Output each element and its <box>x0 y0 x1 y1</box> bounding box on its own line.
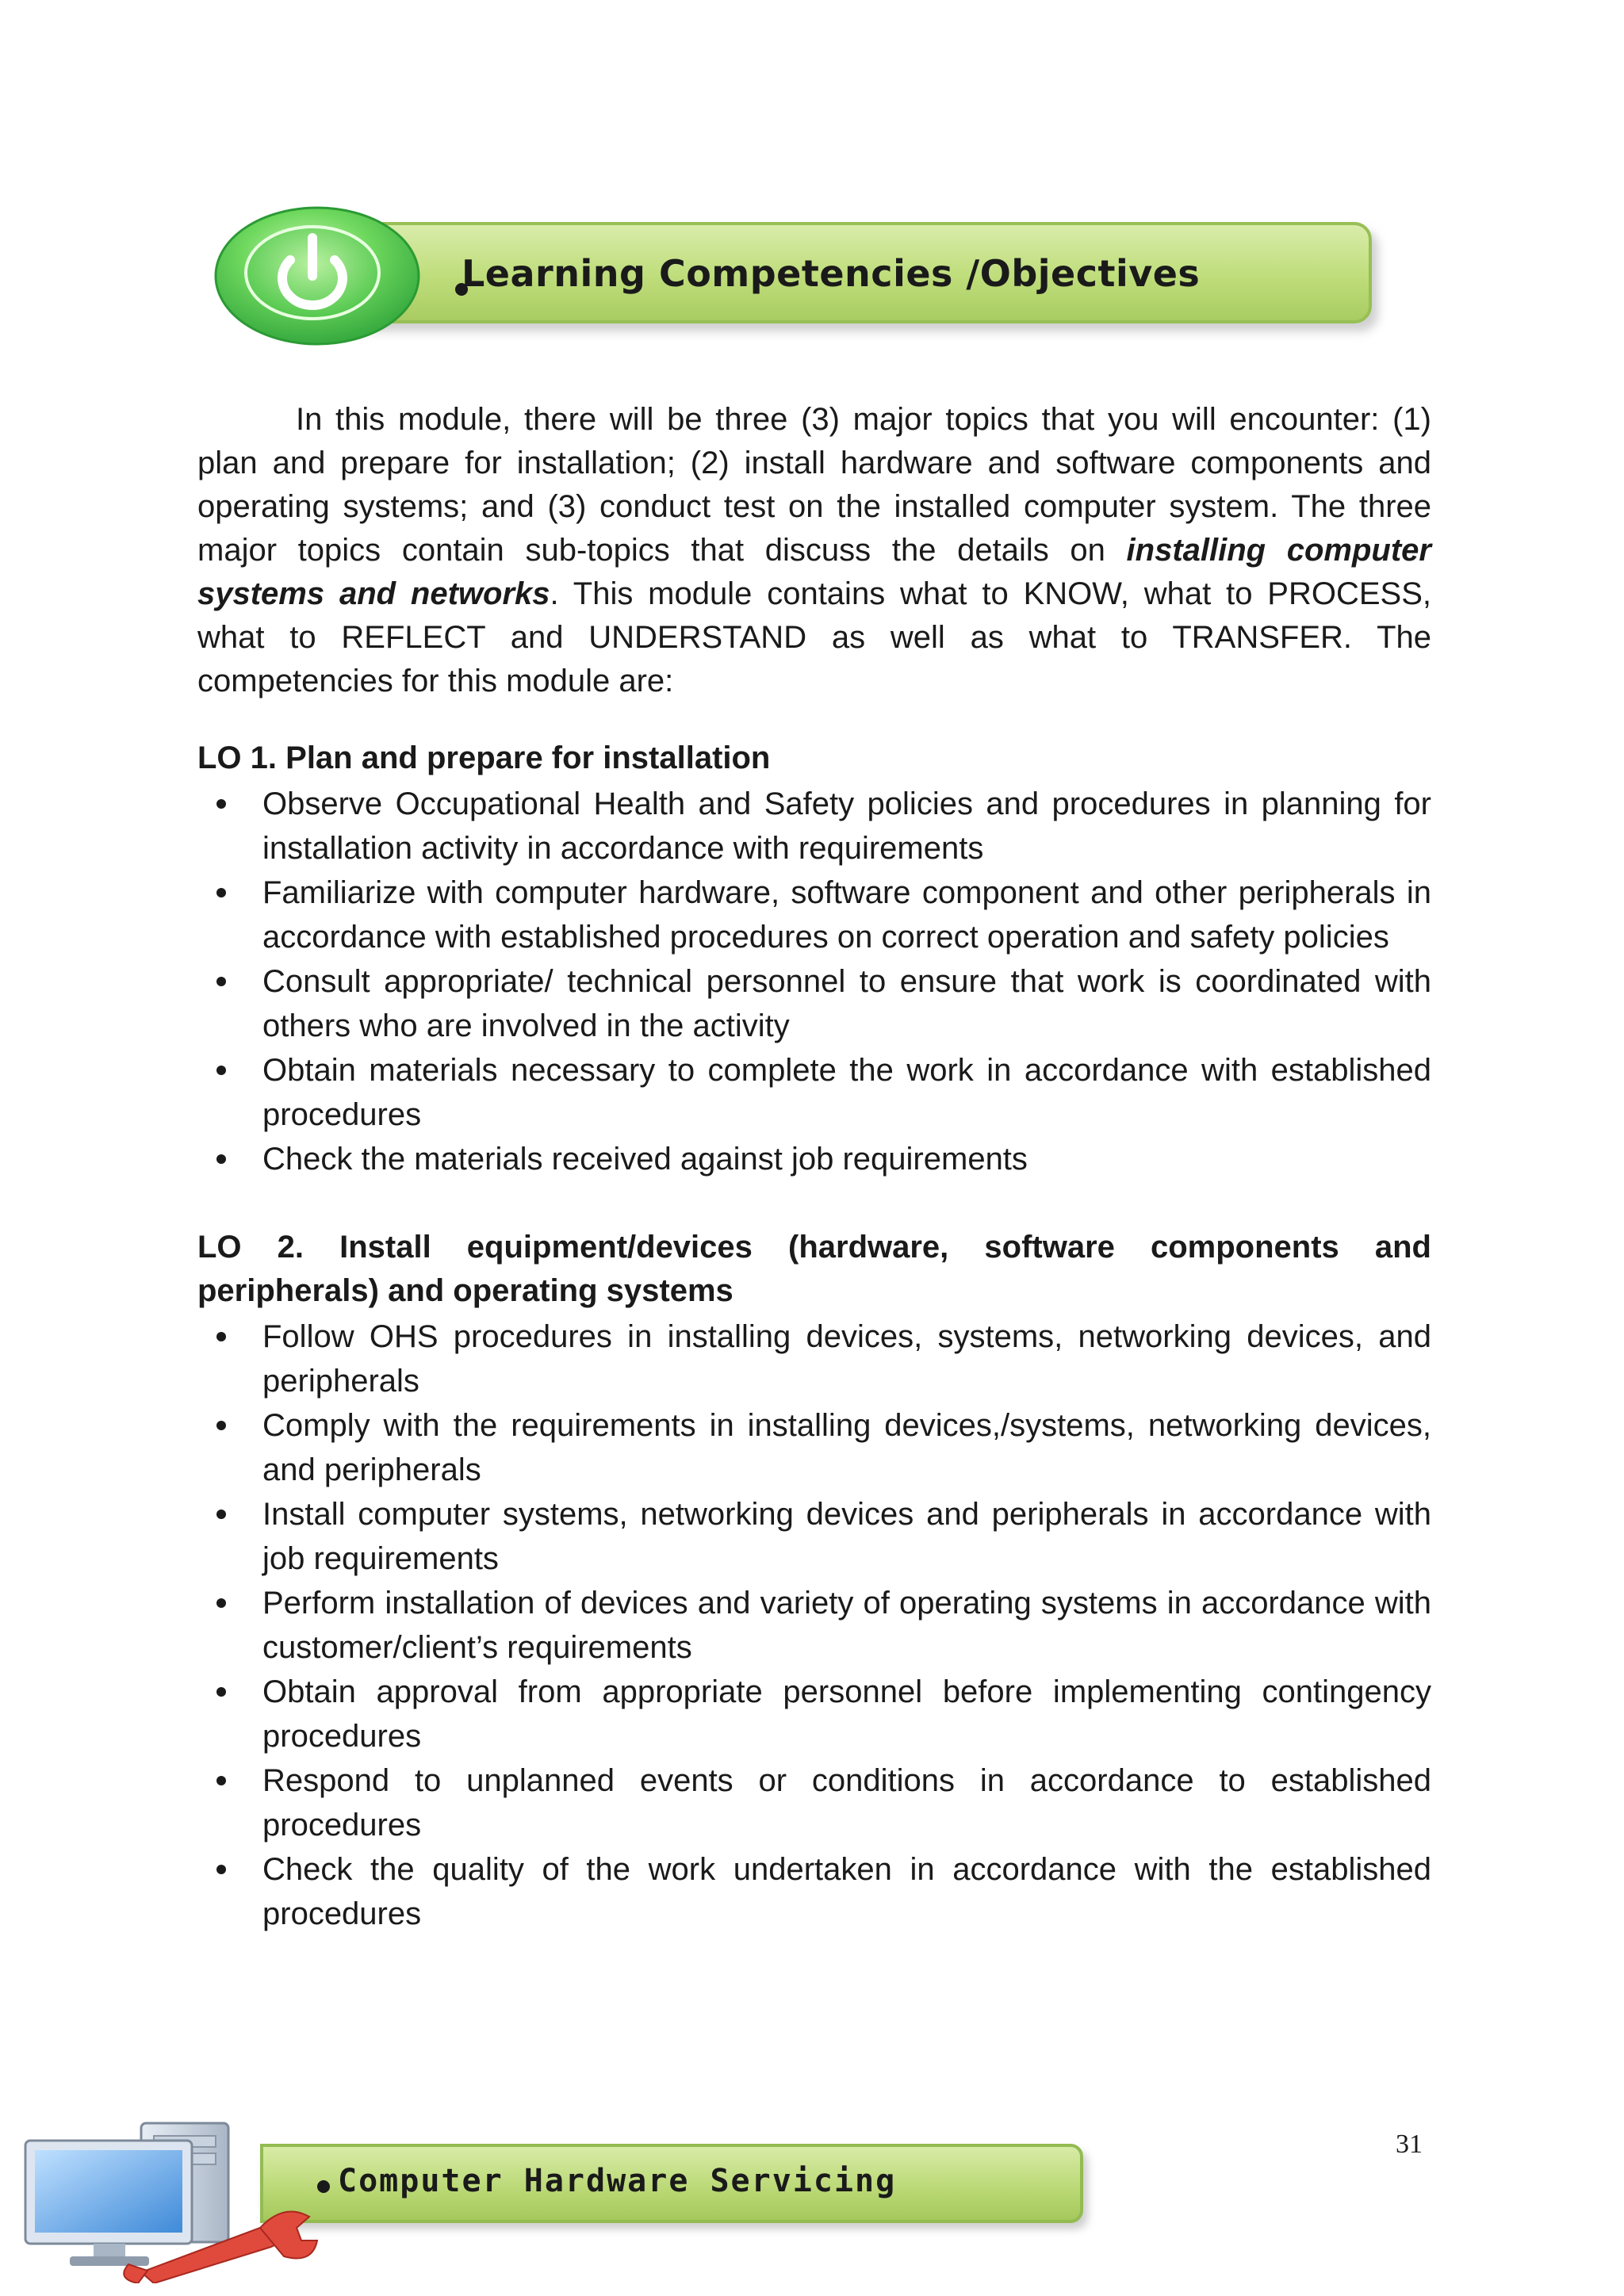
list-item: Install computer systems, networking devices and peripherals in accordance with job requirements <box>197 1492 1431 1581</box>
list-item: Follow OHS procedures in installing devices, systems, networking devices, and peripherals <box>197 1314 1431 1403</box>
page-number: 31 <box>1396 2130 1423 2159</box>
list-item: Check the quality of the work undertaken in accordance with the established procedures <box>197 1847 1431 1936</box>
intro-text-part2: . This module contains what to KNOW, what to PROCESS, what to REFLECT and UNDERSTAND as well as what to TRANSFER. The competencies for this module are: <box>197 576 1432 698</box>
section-title: Learning Competencies /Objectives <box>462 252 1201 295</box>
intro-emphasis: installing computer systems and networks <box>197 533 1431 611</box>
computer-wrench-icon <box>22 2109 355 2283</box>
lo1-list <box>197 782 1431 1181</box>
intro-paragraph <box>197 398 1431 703</box>
list-item: Comply with the requirements in installing devices,/systems, networking devices, and peripherals <box>197 1403 1431 1492</box>
footer-title: Computer Hardware Servicing <box>338 2163 897 2199</box>
list-item: Perform installation of devices and variety of operating systems in accordance with customer/client’s requirements <box>197 1581 1431 1670</box>
lo1-heading: LO 1. Plan and prepare for installation <box>197 740 771 775</box>
list-item: Check the materials received against job requirements <box>197 1137 1431 1181</box>
list-item: Consult appropriate/ technical personnel to ensure that work is coordinated with others who are involved in the activity <box>197 959 1431 1048</box>
main-content <box>197 398 1431 1936</box>
section-header-banner <box>208 203 1373 346</box>
list-item: Obtain materials necessary to complete the work in accordance with established procedures <box>197 1048 1431 1137</box>
lo2-list <box>197 1314 1431 1936</box>
footer-bullet <box>317 2180 330 2193</box>
list-item: Respond to unplanned events or conditions in accordance to established procedures <box>197 1758 1431 1847</box>
list-item: Familiarize with computer hardware, software component and other peripherals in accordance with established procedures on correct operation and safety policies <box>197 871 1431 959</box>
lo2-heading: LO 2. Install equipment/devices (hardware, software components and peripherals) and operating systems <box>197 1230 1431 1308</box>
list-item: Observe Occupational Health and Safety policies and procedures in planning for installation activity in accordance with requirements <box>197 782 1431 871</box>
power-icon <box>208 203 430 346</box>
list-item: Obtain approval from appropriate personnel before implementing contingency procedures <box>197 1670 1431 1758</box>
footer-banner <box>22 2109 1085 2283</box>
intro-text-part1: In this module, there will be three (3) major topics that you will encounter: (1) plan and prepare for installation; (2) install hardware and software components and operating systems; and (3) conduct test on the installed computer system. The three major topics contain sub-topics that discuss the details on <box>197 402 1431 568</box>
